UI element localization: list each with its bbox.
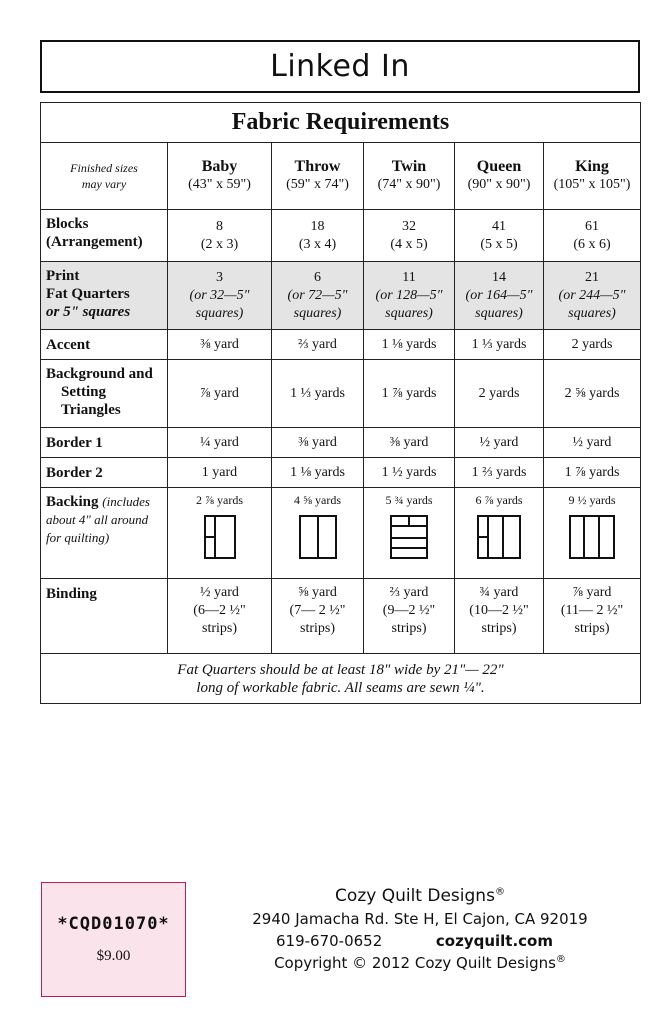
backing-layout-diagram-king xyxy=(569,515,615,559)
print-cell: 6 (or 72—5" squares) xyxy=(272,262,364,330)
column-header-king: King (105" x 105") xyxy=(544,143,641,210)
row-label-border2: Border 2 xyxy=(41,458,168,488)
background-cell: 1 ⅞ yards xyxy=(364,360,455,428)
company-info xyxy=(250,886,590,972)
table-row-print xyxy=(41,262,641,330)
copyright-notice: Copyright © 2012 Cozy Quilt Designs® xyxy=(274,954,566,972)
background-cell: 2 yards xyxy=(455,360,544,428)
backing-layout-diagram-throw xyxy=(299,515,337,559)
print-cell: 21 (or 244—5" squares) xyxy=(544,262,641,330)
backing-cell-baby: 2 ⅞ yards xyxy=(168,488,272,579)
accent-cell: 2 yards xyxy=(544,330,641,360)
border1-cell: ½ yard xyxy=(455,428,544,458)
pattern-title: Linked In xyxy=(270,49,410,84)
accent-cell: ⅔ yard xyxy=(272,330,364,360)
backing-layout-diagram-baby xyxy=(204,515,236,559)
row-label-background: Background and Setting Triangles xyxy=(41,360,168,428)
blocks-cell: 41 (5 x 5) xyxy=(455,210,544,262)
row-label-binding: Binding xyxy=(41,579,168,654)
table-row-blocks xyxy=(41,210,641,262)
backing-cell-queen: 6 ⅞ yards xyxy=(455,488,544,579)
blocks-cell: 32 (4 x 5) xyxy=(364,210,455,262)
border2-cell: 1 ⅞ yards xyxy=(544,458,641,488)
table-row-border2 xyxy=(41,458,641,488)
border2-cell: 1 ⅛ yards xyxy=(272,458,364,488)
row-label-accent: Accent xyxy=(41,330,168,360)
table-row-border1 xyxy=(41,428,641,458)
row-label-blocks: Blocks (Arrangement) xyxy=(41,210,168,262)
column-header-queen: Queen (90" x 90") xyxy=(455,143,544,210)
price: $9.00 xyxy=(96,948,131,964)
blocks-cell: 18 (3 x 4) xyxy=(272,210,364,262)
binding-cell: ¾ yard (10—2 ½" strips) xyxy=(455,579,544,654)
table-heading: Fabric Requirements xyxy=(41,103,641,143)
binding-cell: ⅝ yard (7— 2 ½" strips) xyxy=(272,579,364,654)
table-row-accent xyxy=(41,330,641,360)
row-label-print: Print Fat Quarters or 5" squares xyxy=(41,262,168,330)
binding-cell: ⅞ yard (11— 2 ½" strips) xyxy=(544,579,641,654)
company-website[interactable]: cozyquilt.com xyxy=(435,932,553,950)
company-address: 2940 Jamacha Rd. Ste H, El Cajon, CA 92019 xyxy=(252,910,588,928)
price-tag xyxy=(41,882,186,997)
fabric-requirements-table xyxy=(40,102,641,704)
backing-cell-throw: 4 ⅝ yards xyxy=(272,488,364,579)
column-header-twin: Twin (74" x 90") xyxy=(364,143,455,210)
company-name: Cozy Quilt Designs® xyxy=(335,886,505,906)
binding-cell: ⅔ yard (9—2 ½" strips) xyxy=(364,579,455,654)
table-row-backing xyxy=(41,488,641,579)
background-cell: 2 ⅝ yards xyxy=(544,360,641,428)
sku-code: *CQD01070* xyxy=(57,914,170,934)
border1-cell: ¼ yard xyxy=(168,428,272,458)
border1-cell: ⅜ yard xyxy=(272,428,364,458)
background-cell: 1 ⅓ yards xyxy=(272,360,364,428)
backing-layout-diagram-queen xyxy=(477,515,521,559)
border1-cell: ⅜ yard xyxy=(364,428,455,458)
row-label-backing: Backing (includes about 4" all around for quilting) xyxy=(41,488,168,579)
print-cell: 3 (or 32—5" squares) xyxy=(168,262,272,330)
fat-quarter-footnote: Fat Quarters should be at least 18" wide by 21"— 22" long of workable fabric. All seams are sewn ¼". xyxy=(41,654,641,704)
accent-cell: ⅜ yard xyxy=(168,330,272,360)
column-header-baby: Baby (43" x 59") xyxy=(168,143,272,210)
accent-cell: 1 ⅓ yards xyxy=(455,330,544,360)
column-header-throw: Throw (59" x 74") xyxy=(272,143,364,210)
print-cell: 11 (or 128—5" squares) xyxy=(364,262,455,330)
binding-cell: ½ yard (6—2 ½" strips) xyxy=(168,579,272,654)
row-label-border1: Border 1 xyxy=(41,428,168,458)
print-cell: 14 (or 164—5" squares) xyxy=(455,262,544,330)
border2-cell: 1 ⅔ yards xyxy=(455,458,544,488)
company-phone: 619-670-0652 xyxy=(276,932,383,950)
backing-cell-twin: 5 ¾ yards xyxy=(364,488,455,579)
border2-cell: 1 yard xyxy=(168,458,272,488)
blocks-cell: 8 (2 x 3) xyxy=(168,210,272,262)
backing-layout-diagram-twin xyxy=(390,515,428,559)
border1-cell: ½ yard xyxy=(544,428,641,458)
border2-cell: 1 ½ yards xyxy=(364,458,455,488)
table-row-binding xyxy=(41,579,641,654)
accent-cell: 1 ⅛ yards xyxy=(364,330,455,360)
backing-cell-king: 9 ½ yards xyxy=(544,488,641,579)
pattern-title-box xyxy=(40,40,640,93)
finished-sizes-note: Finished sizes may vary xyxy=(41,143,168,210)
background-cell: ⅞ yard xyxy=(168,360,272,428)
blocks-cell: 61 (6 x 6) xyxy=(544,210,641,262)
table-row-background xyxy=(41,360,641,428)
